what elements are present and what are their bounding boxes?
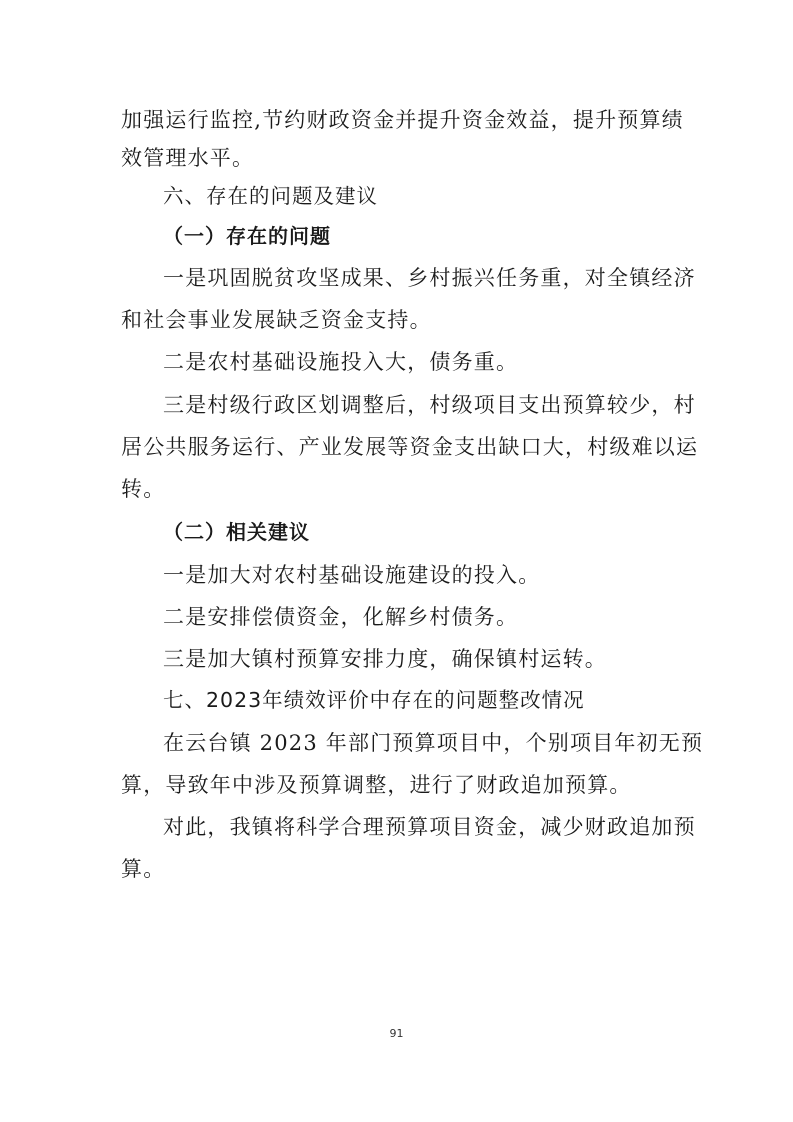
paragraph-line: 一是加大对农村基础设施建设的投入。	[163, 563, 541, 587]
paragraph-line: 三是村级行政区划调整后，村级项目支出预算较少，村	[163, 393, 696, 417]
paragraph-line: 二是农村基础设施投入大，债务重。	[163, 350, 519, 374]
page-number: 91	[389, 1027, 404, 1040]
paragraph-line: 二是安排偿债资金，化解乡村债务。	[163, 605, 519, 629]
paragraph-line: 加强运行监控,节约财政资金并提升资金效益，提升预算绩	[121, 108, 684, 132]
paragraph-line: 效管理水平。	[121, 146, 255, 170]
paragraph-line: 一是巩固脱贫攻坚成果、乡村振兴任务重，对全镇经济	[163, 266, 696, 290]
paragraph-line: 对此，我镇将科学合理预算项目资金，减少财政追加预	[163, 815, 696, 839]
paragraph-line: 在云台镇 2023 年部门预算项目中，个别项目年初无预	[163, 731, 704, 755]
subsection-heading: （二）相关建议	[163, 520, 310, 544]
section-heading: 七、2023年绩效评价中存在的问题整改情况	[163, 688, 585, 712]
paragraph-line: 算，导致年中涉及预算调整，进行了财政追加预算。	[121, 773, 632, 797]
paragraph-line: 居公共服务运行、产业发展等资金支出缺口大，村级难以运	[121, 435, 699, 459]
paragraph-line: 三是加大镇村预算安排力度，确保镇村运转。	[163, 647, 607, 671]
section-heading: 六、存在的问题及建议	[163, 184, 378, 208]
paragraph-line: 转。	[121, 477, 166, 501]
subsection-heading: （一）存在的问题	[163, 224, 331, 248]
paragraph-line: 算。	[121, 857, 166, 881]
paragraph-line: 和社会事业发展缺乏资金支持。	[121, 308, 432, 332]
